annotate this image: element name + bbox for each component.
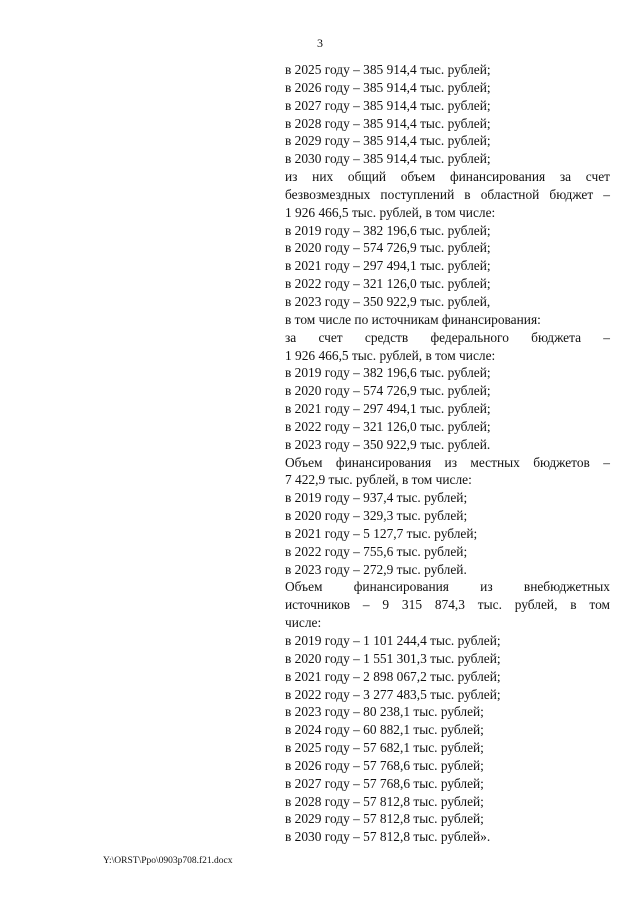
text-line: в 2019 году – 937,4 тыс. рублей; bbox=[285, 490, 468, 506]
text-line: в 2022 году – 321 126,0 тыс. рублей; bbox=[285, 276, 491, 292]
text-line: безвозмездных поступлений в областной бюджет – bbox=[285, 186, 610, 202]
text-line: в 2024 году – 60 882,1 тыс. рублей; bbox=[285, 722, 484, 738]
text-line: 1 926 466,5 тыс. рублей, в том числе: bbox=[285, 347, 496, 363]
text-line: в 2021 году – 297 494,1 тыс. рублей; bbox=[285, 258, 491, 274]
text-line: в 2028 году – 385 914,4 тыс. рублей; bbox=[285, 115, 491, 131]
text-line: в 2026 году – 385 914,4 тыс. рублей; bbox=[285, 79, 491, 95]
text-line: за счет средств федерального бюджета – bbox=[285, 329, 610, 345]
text-line: в 2022 году – 321 126,0 тыс. рублей; bbox=[285, 418, 491, 434]
text-line: числе: bbox=[285, 615, 322, 631]
text-line: в 2021 году – 297 494,1 тыс. рублей; bbox=[285, 401, 491, 417]
text-line: в 2021 году – 5 127,7 тыс. рублей; bbox=[285, 525, 478, 541]
text-line: в том числе по источникам финансирования: bbox=[285, 311, 541, 327]
text-line: в 2025 году – 57 682,1 тыс. рублей; bbox=[285, 740, 484, 756]
text-line: в 2027 году – 57 768,6 тыс. рублей; bbox=[285, 775, 484, 791]
page-number: 3 bbox=[317, 36, 323, 50]
text-line: в 2020 году – 574 726,9 тыс. рублей; bbox=[285, 383, 491, 399]
text-line: в 2019 году – 382 196,6 тыс. рублей; bbox=[285, 365, 491, 381]
text-line: в 2023 году – 350 922,9 тыс. рублей, bbox=[285, 293, 491, 309]
text-line: в 2025 году – 385 914,4 тыс. рублей; bbox=[285, 62, 491, 77]
text-line: в 2026 году – 57 768,6 тыс. рублей; bbox=[285, 757, 484, 773]
text-line: в 2019 году – 382 196,6 тыс. рублей; bbox=[285, 222, 491, 238]
text-line: из них общий объем финансирования за счет bbox=[285, 169, 610, 185]
document-body bbox=[285, 61, 610, 846]
text-line: в 2020 году – 574 726,9 тыс. рублей; bbox=[285, 240, 491, 256]
text-line: 7 422,9 тыс. рублей, в том числе: bbox=[285, 472, 472, 488]
text-line: в 2027 году – 385 914,4 тыс. рублей; bbox=[285, 97, 491, 113]
text-line: в 2028 году – 57 812,8 тыс. рублей; bbox=[285, 793, 484, 809]
text-line: в 2021 году – 2 898 067,2 тыс. рублей; bbox=[285, 668, 501, 684]
footer-file-path: Y:\ORST\Ppo\0903p708.f21.docx bbox=[103, 856, 233, 866]
text-line: в 2020 году – 1 551 301,3 тыс. рублей; bbox=[285, 650, 501, 666]
text-line: в 2023 году – 350 922,9 тыс. рублей. bbox=[285, 436, 491, 452]
text-line: Объем финансирования из местных бюджетов – bbox=[285, 454, 610, 470]
text-line: в 2022 году – 3 277 483,5 тыс. рублей; bbox=[285, 686, 501, 702]
text-line: в 2022 году – 755,6 тыс. рублей; bbox=[285, 543, 468, 559]
text-line: источников – 9 315 874,3 тыс. рублей, в том bbox=[285, 597, 610, 613]
text-line: в 2030 году – 385 914,4 тыс. рублей; bbox=[285, 151, 491, 167]
text-line: в 2030 году – 57 812,8 тыс. рублей». bbox=[285, 829, 491, 845]
text-line: в 2029 году – 385 914,4 тыс. рублей; bbox=[285, 133, 491, 149]
text-line: Объем финансирования из внебюджетных bbox=[285, 579, 610, 595]
text-line: в 2023 году – 272,9 тыс. рублей. bbox=[285, 561, 467, 577]
text-line: в 2019 году – 1 101 244,4 тыс. рублей; bbox=[285, 633, 501, 648]
text-line: 1 926 466,5 тыс. рублей, в том числе: bbox=[285, 204, 496, 220]
text-line: в 2029 году – 57 812,8 тыс. рублей; bbox=[285, 811, 484, 827]
text-line: в 2020 году – 329,3 тыс. рублей; bbox=[285, 508, 468, 524]
text-line: в 2023 году – 80 238,1 тыс. рублей; bbox=[285, 704, 484, 720]
